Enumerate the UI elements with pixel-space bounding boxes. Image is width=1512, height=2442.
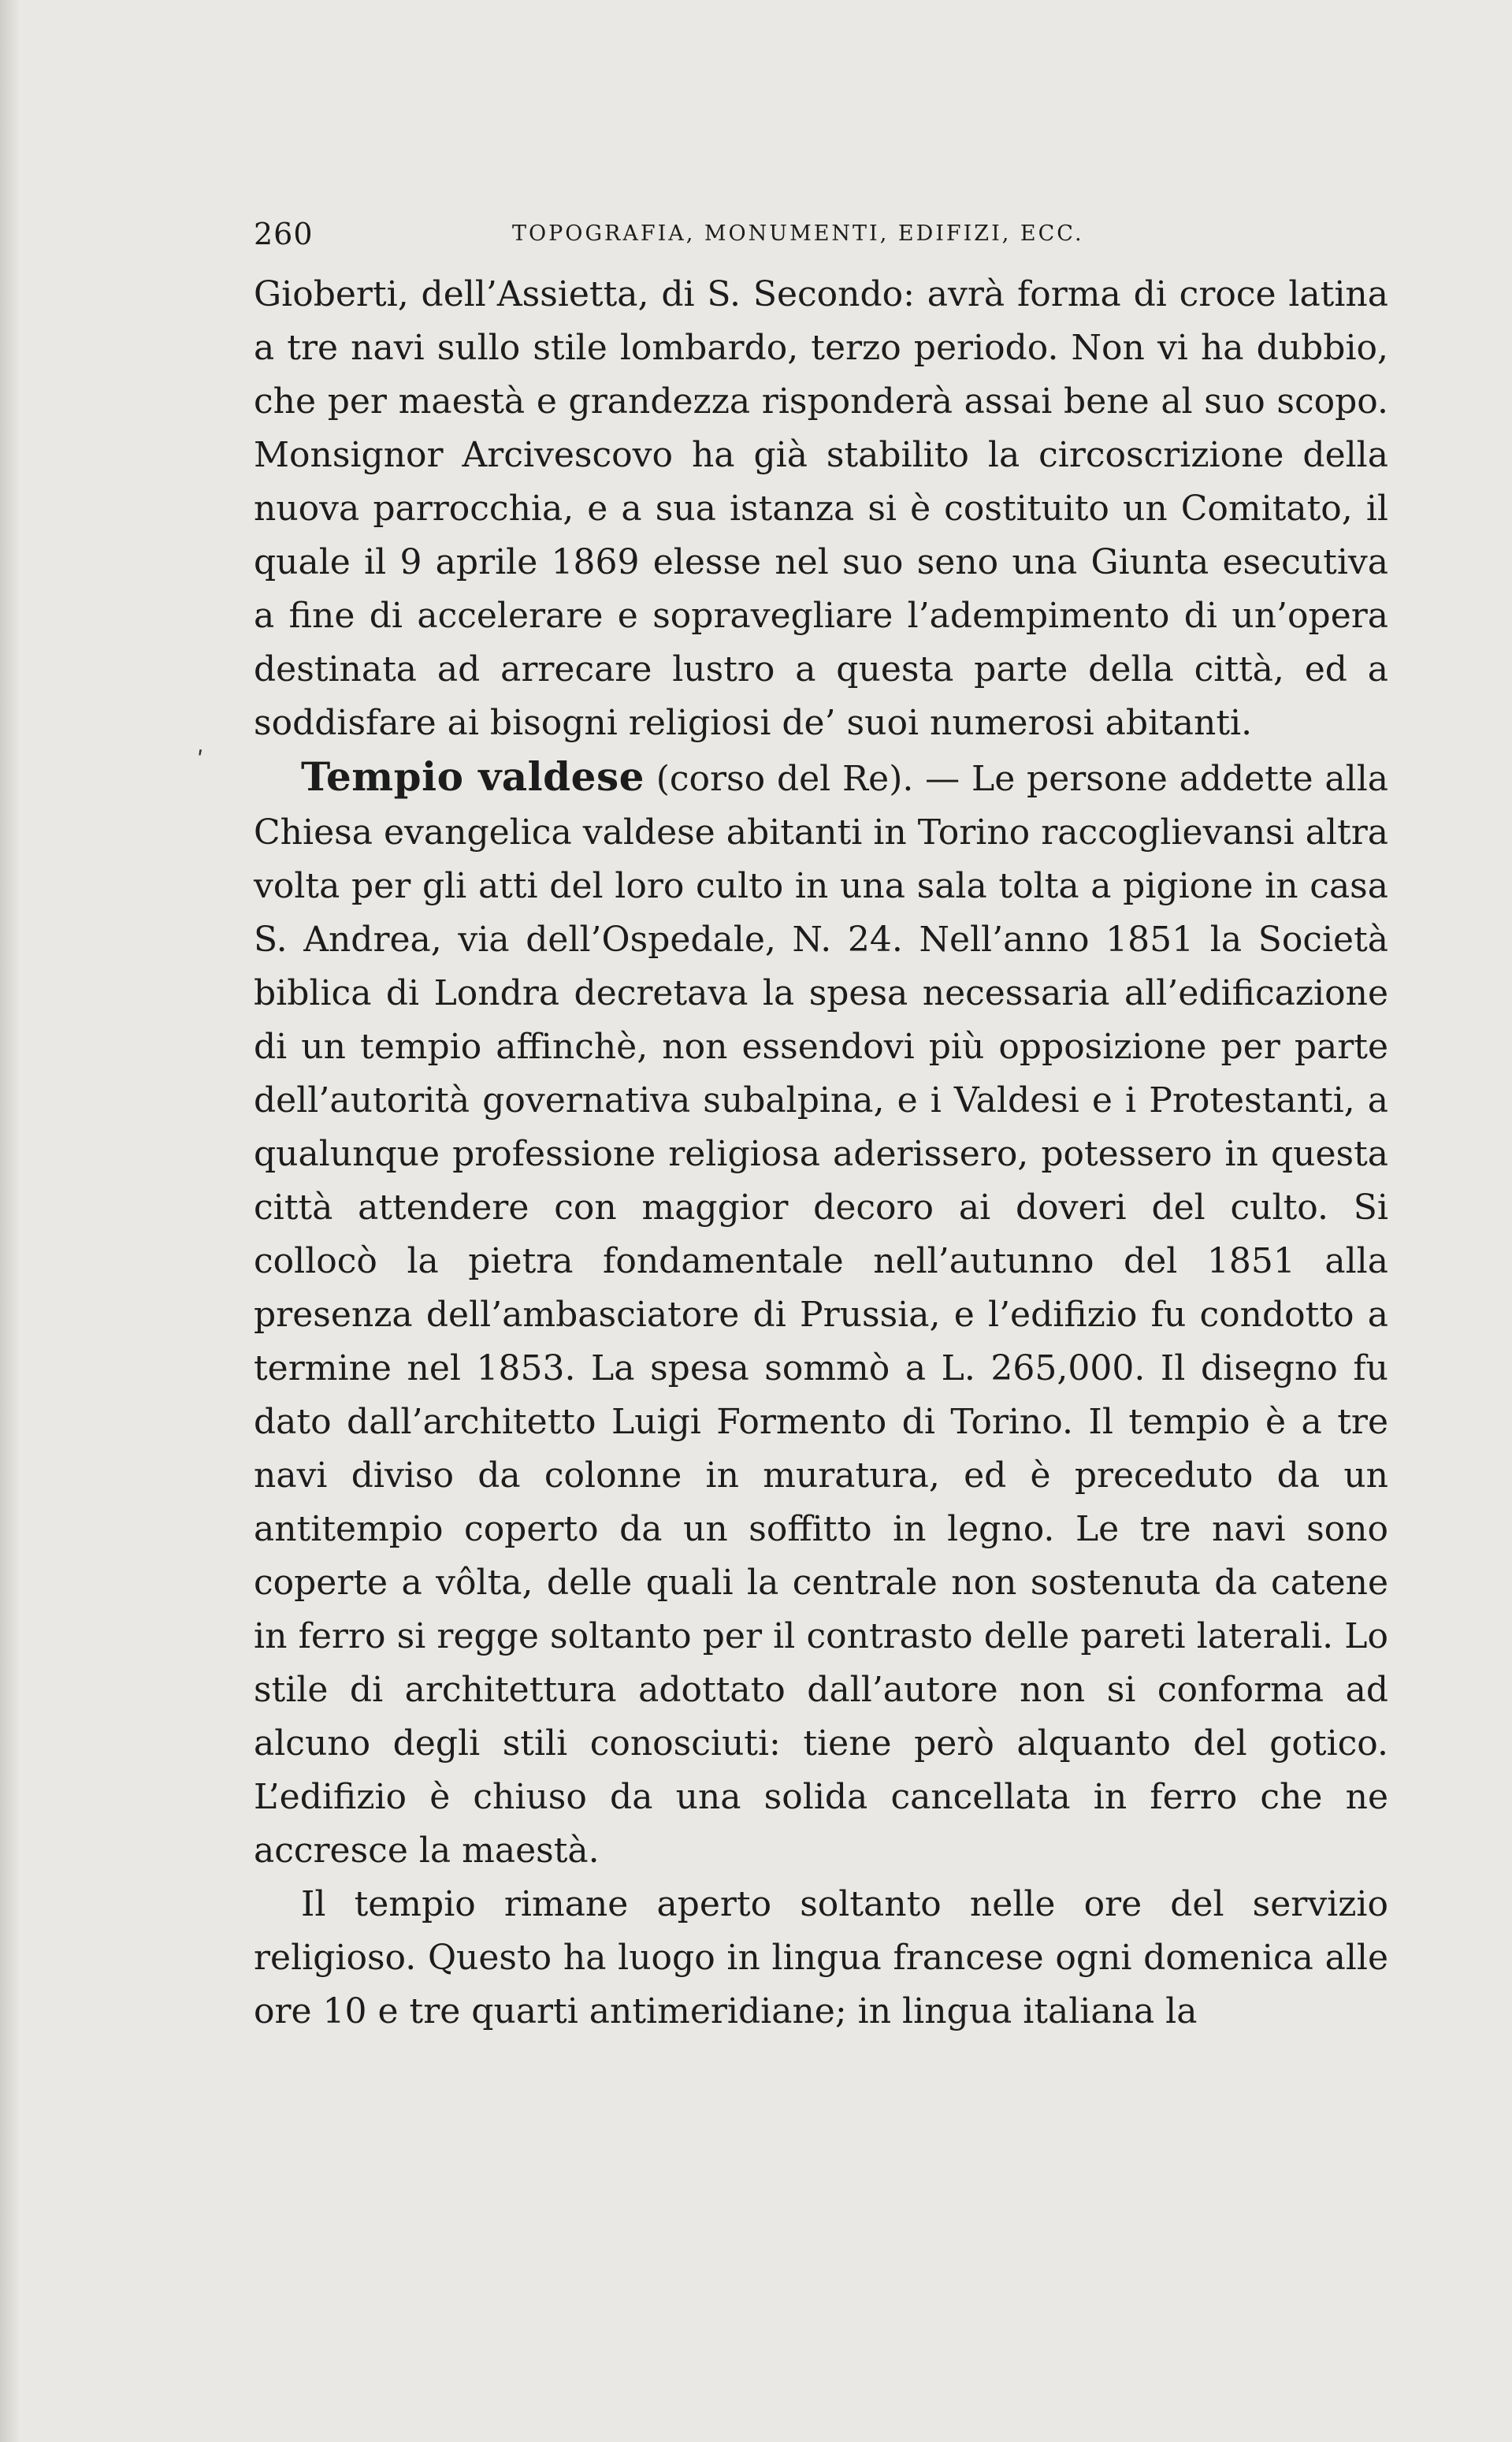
- page-header: [254, 217, 1388, 264]
- page-number: 260: [254, 217, 314, 251]
- running-head: TOPOGRAFIA, MONUMENTI, EDIFIZI, ECC.: [512, 221, 1084, 246]
- paragraph-church-description: Gioberti, dell’Assietta, di S. Secondo: avrà forma di croce latina a tre navi sullo stile lombardo, terzo periodo. Non vi ha dubbio, che per maestà e grandezza risponderà assai bene al suo scopo. Monsignor Arcivescovo ha già stabilito la circoscrizione della nuova parrocchia, e a sua istanza si è costituito un Comitato, il quale il 9 aprile 1869 elesse nel suo seno una Giunta esecutiva a fine di accelerare e sopravegliare l’adempimento di un’opera destinata ad arrecare lustro a questa parte della città, ed a soddisfare ai bisogni religiosi de’ suoi numerosi abitanti.: [254, 274, 1388, 743]
- section-heading-tempio-valdese: Tempio valdese: [301, 753, 645, 800]
- paragraph-tempio-valdese: [254, 750, 1388, 1878]
- body-text: [254, 268, 1388, 2039]
- paragraph-tempio-valdese-body: (corso del Re). — Le persone addette alla Chiesa evangelica valdese abitanti in Torino raccoglievansi altra volta per gli atti del loro culto in una sala tolta a pigione in casa S. Andrea, via dell’Ospedale, N. 24. Nell’anno 1851 la Società biblica di Londra decretava la spesa necessaria all’edificazione di un tempio affinchè, non essendovi più opposizione per parte dell’autorità governativa subalpina, e i Valdesi e i Protestanti, a qualunque professione religiosa aderissero, potessero in questa città attendere con maggior decoro ai doveri del culto. Si collocò la pietra fondamentale nell’autunno del 1851 alla presenza dell’ambasciatore di Prussia, e l’edifizio fu condotto a termine nel 1853. La spesa sommò a L. 265,000. Il disegno fu dato dall’architetto Luigi Formento di Torino. Il tempio è a tre navi diviso da colonne in muratura, ed è preceduto da un antitempio coperto da un soffitto in legno. Le tre navi sono coperte a vôlta, delle quali la centrale non sostenuta da catene in ferro si regge soltanto per il contrasto delle pareti laterali. Lo stile di architettura adottato dall’autore non si conforma ad alcuno degli stili conosciuti: tiene però alquanto del gotico. L’edifizio è chiuso da una solida cancellata in ferro che ne accresce la maestà.: [254, 759, 1388, 1871]
- margin-mark: ʹ: [197, 747, 204, 775]
- page-edge-shadow: [0, 0, 20, 2442]
- paragraph-opening-hours: Il tempio rimane aperto soltanto nelle ore del servizio religioso. Questo ha luogo in lingua francese ogni domenica alle ore 10 e tre quarti antimeridiane; in lingua italiana la: [254, 1884, 1388, 2031]
